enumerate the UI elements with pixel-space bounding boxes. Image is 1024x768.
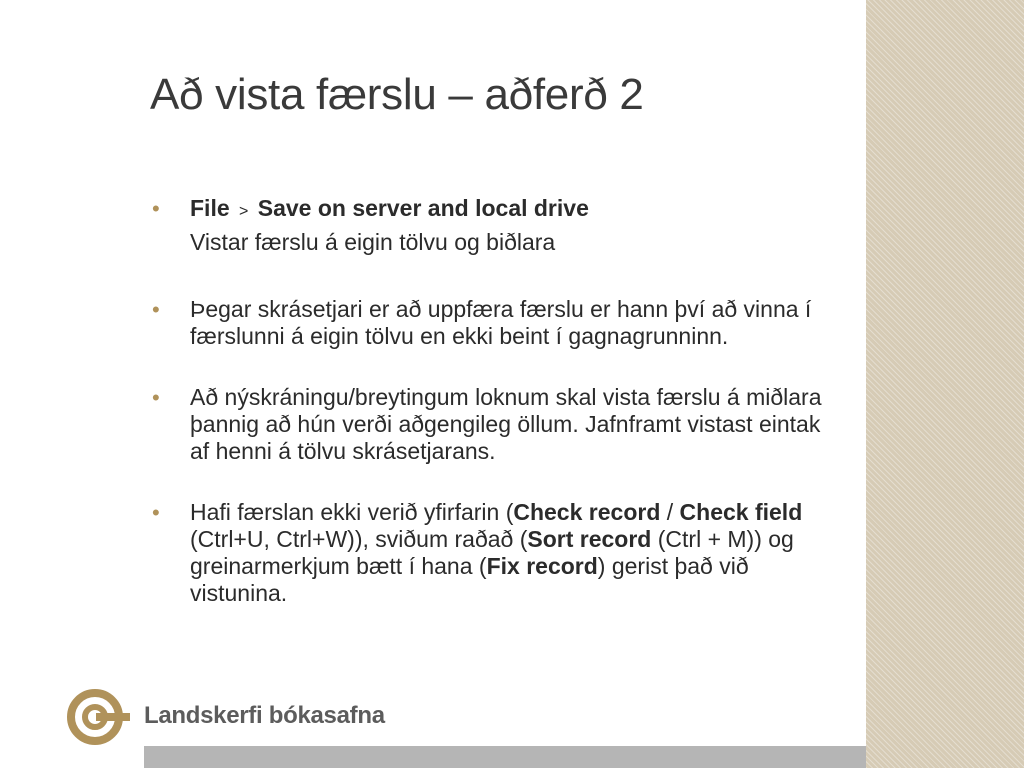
fix-record-label: Fix record (486, 553, 598, 579)
landskerfi-logo-icon (66, 688, 132, 746)
bullet-icon: • (152, 500, 160, 525)
bullet-text-part: (Ctrl + M)) og greinarmerkjum bætt í hana ( (190, 526, 794, 579)
bullet-list (152, 195, 842, 607)
menu-file-label: File (190, 195, 230, 221)
slide-title: Að vista færslu – aðferð 2 (150, 70, 644, 119)
logo-text: Landskerfi bókasafna (144, 702, 385, 729)
bullet-text: Að nýskráningu/breytingum loknum skal vista færslu á miðlara þannig að hún verði aðgengileg öllum. Jafnframt vistast eintak af henni á tölvu skrásetjarans. (190, 384, 822, 464)
sort-record-label: Sort record (527, 526, 652, 552)
bullet-text-part: / (660, 499, 680, 525)
bullet-item-save-menu (152, 195, 842, 256)
bullet-icon: • (152, 297, 160, 322)
menu-separator: > (239, 203, 249, 220)
menu-save-label: Save on server and local drive (257, 195, 589, 221)
check-field-label: Check field (679, 499, 803, 525)
decorative-side-stripe (866, 0, 1024, 768)
bullet-icon: • (152, 385, 160, 410)
bullet-item-save-server (152, 384, 842, 465)
bullet-text: Þegar skrásetjari er að uppfæra færslu er hann því að vinna í færslunni á eigin tölvu en ekki beint í gagnagrunninn. (190, 296, 812, 349)
bullet-icon: • (152, 196, 160, 221)
bullet-text-part: Hafi færslan ekki verið yfirfarin ( (190, 499, 514, 525)
bullet-item-editing (152, 296, 842, 350)
bullet-subtext: Vistar færslu á eigin tölvu og biðlara (190, 229, 556, 255)
bullet-text-part: ) gerist það við vistunina. (190, 553, 749, 606)
check-record-label: Check record (513, 499, 661, 525)
bullet-item-check-record (152, 499, 842, 607)
footer-bar (144, 746, 866, 768)
bullet-text-part: (Ctrl+U, Ctrl+W)), sviðum raðað ( (190, 526, 528, 552)
